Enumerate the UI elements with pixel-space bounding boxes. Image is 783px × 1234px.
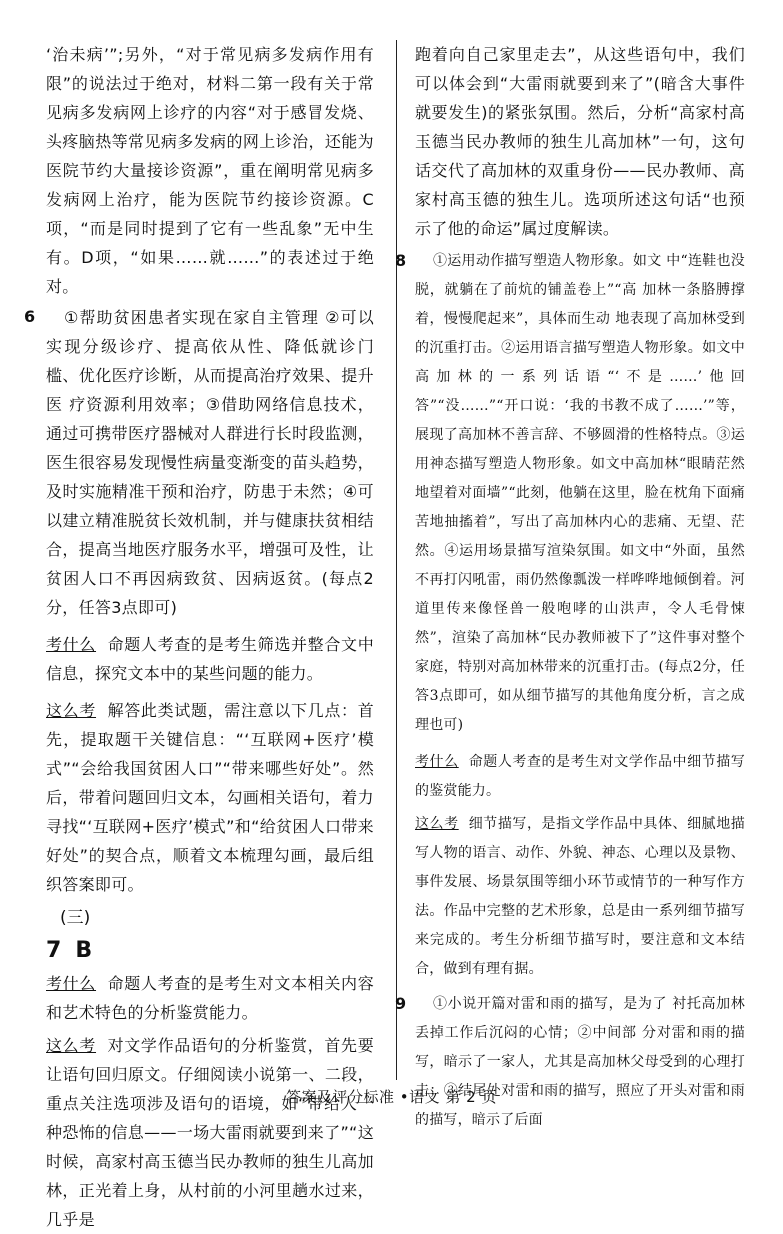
answer-8-kaoshenme [415,748,745,806]
left-column [24,40,374,1234]
kaoshenme-tag: 考什么 [46,974,97,993]
answer-8-zhemekao [415,810,745,984]
page-footer: 答案及评分标准 •语文 第 2 页 [286,1088,497,1106]
kaoshenme-text: 命题人考查的是考生对文本相关内容和艺术特色的分析鉴赏能力。 [46,974,374,1022]
kaoshenme-tag: 考什么 [46,635,97,654]
zhemekao-tag: 这么考 [415,816,459,832]
answer-6-kaoshenme [46,630,374,688]
section-heading: (三) [60,908,91,928]
question-number-6: 6 [24,307,36,326]
kaoshenme-text: 命题人考查的是考生对文学作品中细节描写的鉴赏能力。 [415,754,745,799]
question-number-8: 8 [395,251,407,270]
zhemekao-tag: 这么考 [46,701,97,720]
question-number-7: 7 [46,938,62,963]
right-column [395,40,745,1135]
q5-explanation-tail: ‘治未病’”;另外，“对于常见病多发病作用有限”的说法过于绝对，材料二第一段有关于常见病多发病网上诊疗的内容“对于感冒发烧、头疼脑热等常见病多发病的网上诊治，还能为医院节约大量接诊资源”，重在阐明常见病多发病网上治疗，能为医院节约接诊资源。C项，“而是同时提到了它有一些乱象”无中生有。D项，“如果……就……”的表述过于绝对。 [46,45,374,296]
zhemekao-text: 解答此类试题，需注意以下几点：首先，提取题干关键信息：“‘互联网+医疗’模式”“会给我国贫困人口”“带来哪些好处”。然后，带着问题回归文本，勾画相关语句，着力寻找“‘互联网+医疗’模式”和“给贫困人口带来好处”的契合点，顺着文本梳理勾画，最后组织答案即可。 [46,701,374,894]
answer-7-choice: B [75,938,93,963]
answer-7-kaoshenme [46,969,374,1027]
kaoshenme-text: 命题人考查的是考生筛选并整合文中信息，探究文本中的某些问题的能力。 [46,635,374,683]
question-number-9: 9 [395,994,407,1013]
kaoshenme-tag: 考什么 [415,754,459,770]
column-divider [396,40,397,1080]
answer-6-zhemekao [46,696,374,899]
answer-9 [395,990,745,1135]
zhemekao-text: 对文学作品语句的分析鉴赏，首先要让语句回归原文。仔细阅读小说第一、二段，重点关注选项涉及语句的语境，如“带给人一种恐怖的信息——一场大雷雨就要到来了”“这时候，高家村高玉德当民办教师的独生儿高加林，正光着上身，从村前的小河里趟水过来，几乎是 [46,1036,374,1229]
answer-7-zhemekao-continued: 跑着向自己家里走去”，从这些语句中，我们可以体会到“大雷雨就要到来了”(暗含大事件就要发生)的紧张氛围。然后，分析“高家村高玉德当民办教师的独生儿高加林”一句，这句话交代了高加林的双重身份——民办教师、高家村高玉德的独生儿。选项所述这句话“也预示了他的命运”属过度解读。 [415,45,745,238]
answer-9-text: ①小说开篇对雷和雨的描写，是为了 衬托高加林丢掉工作后沉闷的心情；②中间部 分对雷和雨的描写，暗示了一家人，尤其是高加林父母受到的心理打击；③结尾处对雷和雨的描写，照应了开头对雷和雨的描写，暗示了后面 [415,996,745,1128]
answer-7-zhemekao [46,1031,374,1234]
answer-6-text: ①帮助贫困患者实现在家自主管理 ②可以实现分级诊疗、提高依从性、降低就诊门 槛、优化医疗诊断，从而提高治疗效果、提升医 疗资源利用效率；③借助网络信息技术，通过可携带医疗器械对人群进行长时段监测，医生很容易发现慢性病量变渐变的苗头趋势，及时实施精准干预和治疗，防患于未然；④可以建立精准脱贫长效机制，并与健康扶贫相结合，提高当地医疗服务水平，增强可及性，让贫困人口不再因病致贫、因病返贫。(每点2分，任答3点即可) [46,308,374,617]
zhemekao-tag: 这么考 [46,1036,97,1055]
zhemekao-text: 细节描写，是指文学作品中具体、细腻地描写人物的语言、动作、外貌、神态、心理以及景物、事件发展、场景氛围等细小环节或情节的一种写作方法。作品中完整的艺术形象，总是由一系列细节描写来完成的。考生分析细节描写时，要注意和文本结合，做到有理有据。 [415,816,745,977]
answer-6 [24,303,374,622]
answer-8 [395,247,745,740]
answer-8-text: ①运用动作描写塑造人物形象。如文 中“连鞋也没脱，就躺在了前炕的铺盖卷上”“高 加林一条胳膊撑着，慢慢爬起来”，具体而生动 地表现了高加林受到的沉重打击。②运用语言描写塑造人物形象。如文中高加林的一系列话语“‘不是……’他回答”“没……”“开口说：‘我的书教不成了……’”等，展现了高加林不善言辞、不够圆滑的性格特点。③运用神态描写塑造人物形象。如文中高加林“眼睛茫然地望着对面墙”“此刻，他躺在这里，脸在枕角下面痛苦地抽搐着”，写出了高加林内心的悲痛、无望、茫然。④运用场景描写渲染氛围。如文中“外面，虽然不再打闪吼雷，雨仍然像瓢泼一样哗哗地倾倒着。河道里传来像怪兽一般咆哮的山洪声，令人毛骨悚然”，渲染了高加林“民办教师被下了”这件事对整个家庭，特别对高加林带来的沉重打击。(每点2分，任答3点即可，如从细节描写的其他角度分析，言之成理也可) [415,253,745,733]
answer-7 [46,933,374,969]
